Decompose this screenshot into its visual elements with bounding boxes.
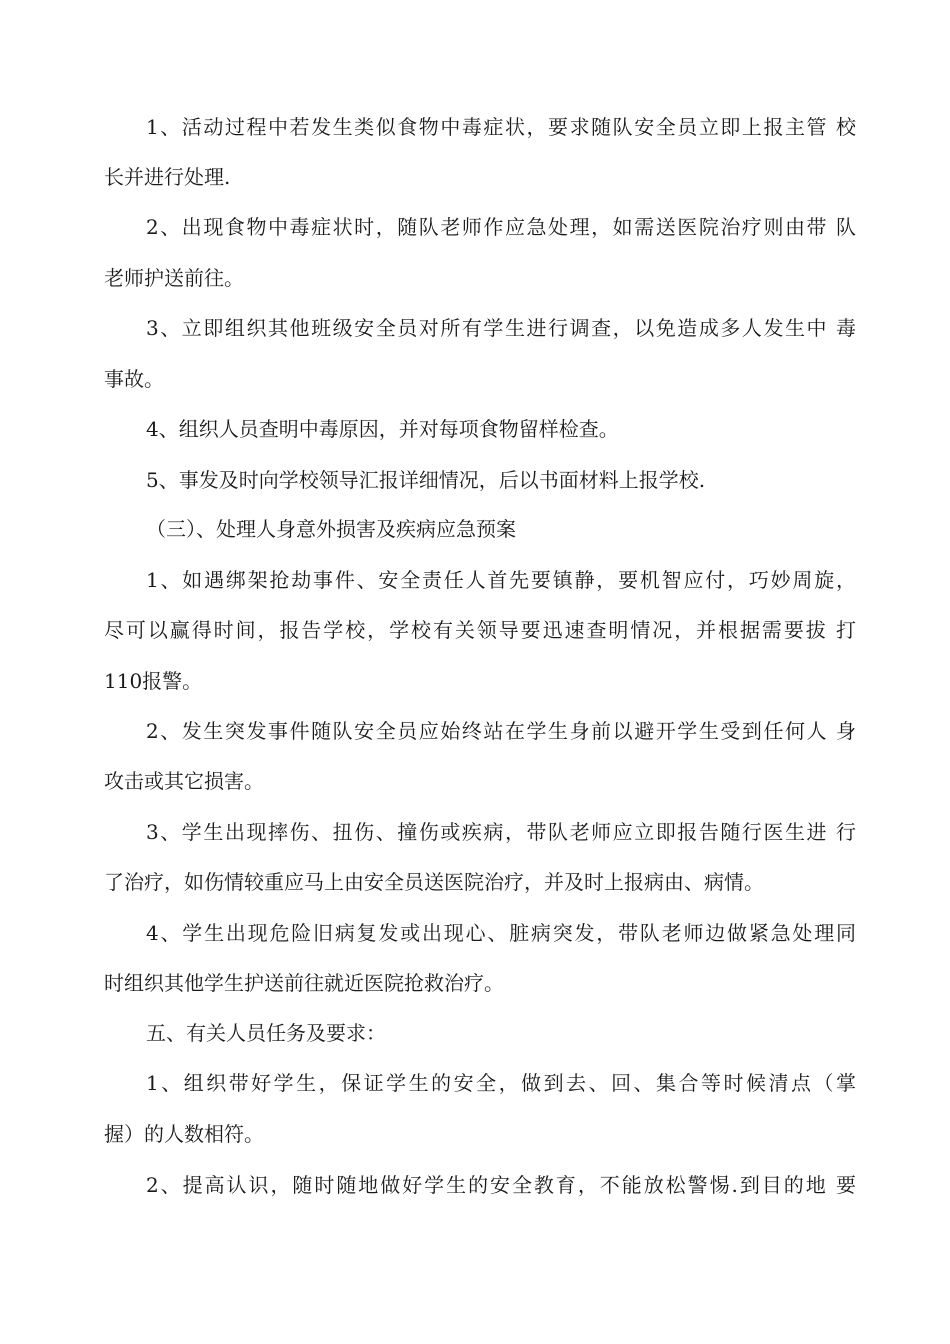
paragraph-2-line-2: 老师护送前往。 [104, 266, 244, 290]
paragraph-1-line-1: 1、活动过程中若发生类似食物中毒症状，要求随队安全员立即上报主管 校 [146, 115, 856, 139]
paragraph-9-line-2: 时组织其他学生护送前往就近医院抢救治疗。 [104, 971, 504, 995]
paragraph-8-line-1: 3、学生出现摔伤、扭伤、撞伤或疾病，带队老师应立即报告随行医生进 行 [146, 820, 856, 844]
paragraph-5: 5、事发及时向学校领导汇报详细情况，后以书面材料上报学校. [146, 468, 706, 492]
paragraph-6-line-1: 1、如遇绑架抢劫事件、安全责任人首先要镇静，要机智应付，巧妙周旋， [146, 568, 856, 592]
paragraph-10-line-1: 1、组织带好学生，保证学生的安全，做到去、回、集合等时候清点（掌 [146, 1071, 856, 1095]
section-heading-3: （三）、处理人身意外损害及疾病应急预案 [146, 517, 516, 541]
paragraph-9-line-1: 4、学生出现危险旧病复发或出现心、脏病突发，带队老师边做紧急处理同 [146, 921, 856, 945]
paragraph-7-line-1: 2、发生突发事件随队安全员应始终站在学生身前以避开学生受到任何人 身 [146, 719, 856, 743]
paragraph-10-line-2: 握）的人数相符。 [104, 1122, 264, 1146]
paragraph-6-line-2: 尽可以赢得时间，报告学校，学校有关领导要迅速查明情况，并根据需要拔 打 [104, 618, 856, 642]
section-heading-5: 五、有关人员任务及要求： [146, 1021, 386, 1045]
paragraph-3-line-1: 3、立即组织其他班级安全员对所有学生进行调查，以免造成多人发生中 毒 [146, 316, 856, 340]
paragraph-2-line-1: 2、出现食物中毒症状时，随队老师作应急处理，如需送医院治疗则由带 队 [146, 215, 856, 239]
paragraph-7-line-2: 攻击或其它损害。 [104, 769, 264, 793]
paragraph-4: 4、组织人员查明中毒原因，并对每项食物留样检查。 [146, 417, 619, 441]
paragraph-11-line-1: 2、提高认识，随时随地做好学生的安全教育，不能放松警惕.到目的地 要 [146, 1173, 856, 1197]
paragraph-1-line-2: 长并进行处理. [104, 165, 231, 189]
paragraph-3-line-2: 事故。 [104, 367, 164, 391]
paragraph-8-line-2: 了治疗，如伤情较重应马上由安全员送医院治疗，并及时上报病由、病情。 [104, 870, 764, 894]
paragraph-6-line-3: 110报警。 [104, 669, 203, 693]
